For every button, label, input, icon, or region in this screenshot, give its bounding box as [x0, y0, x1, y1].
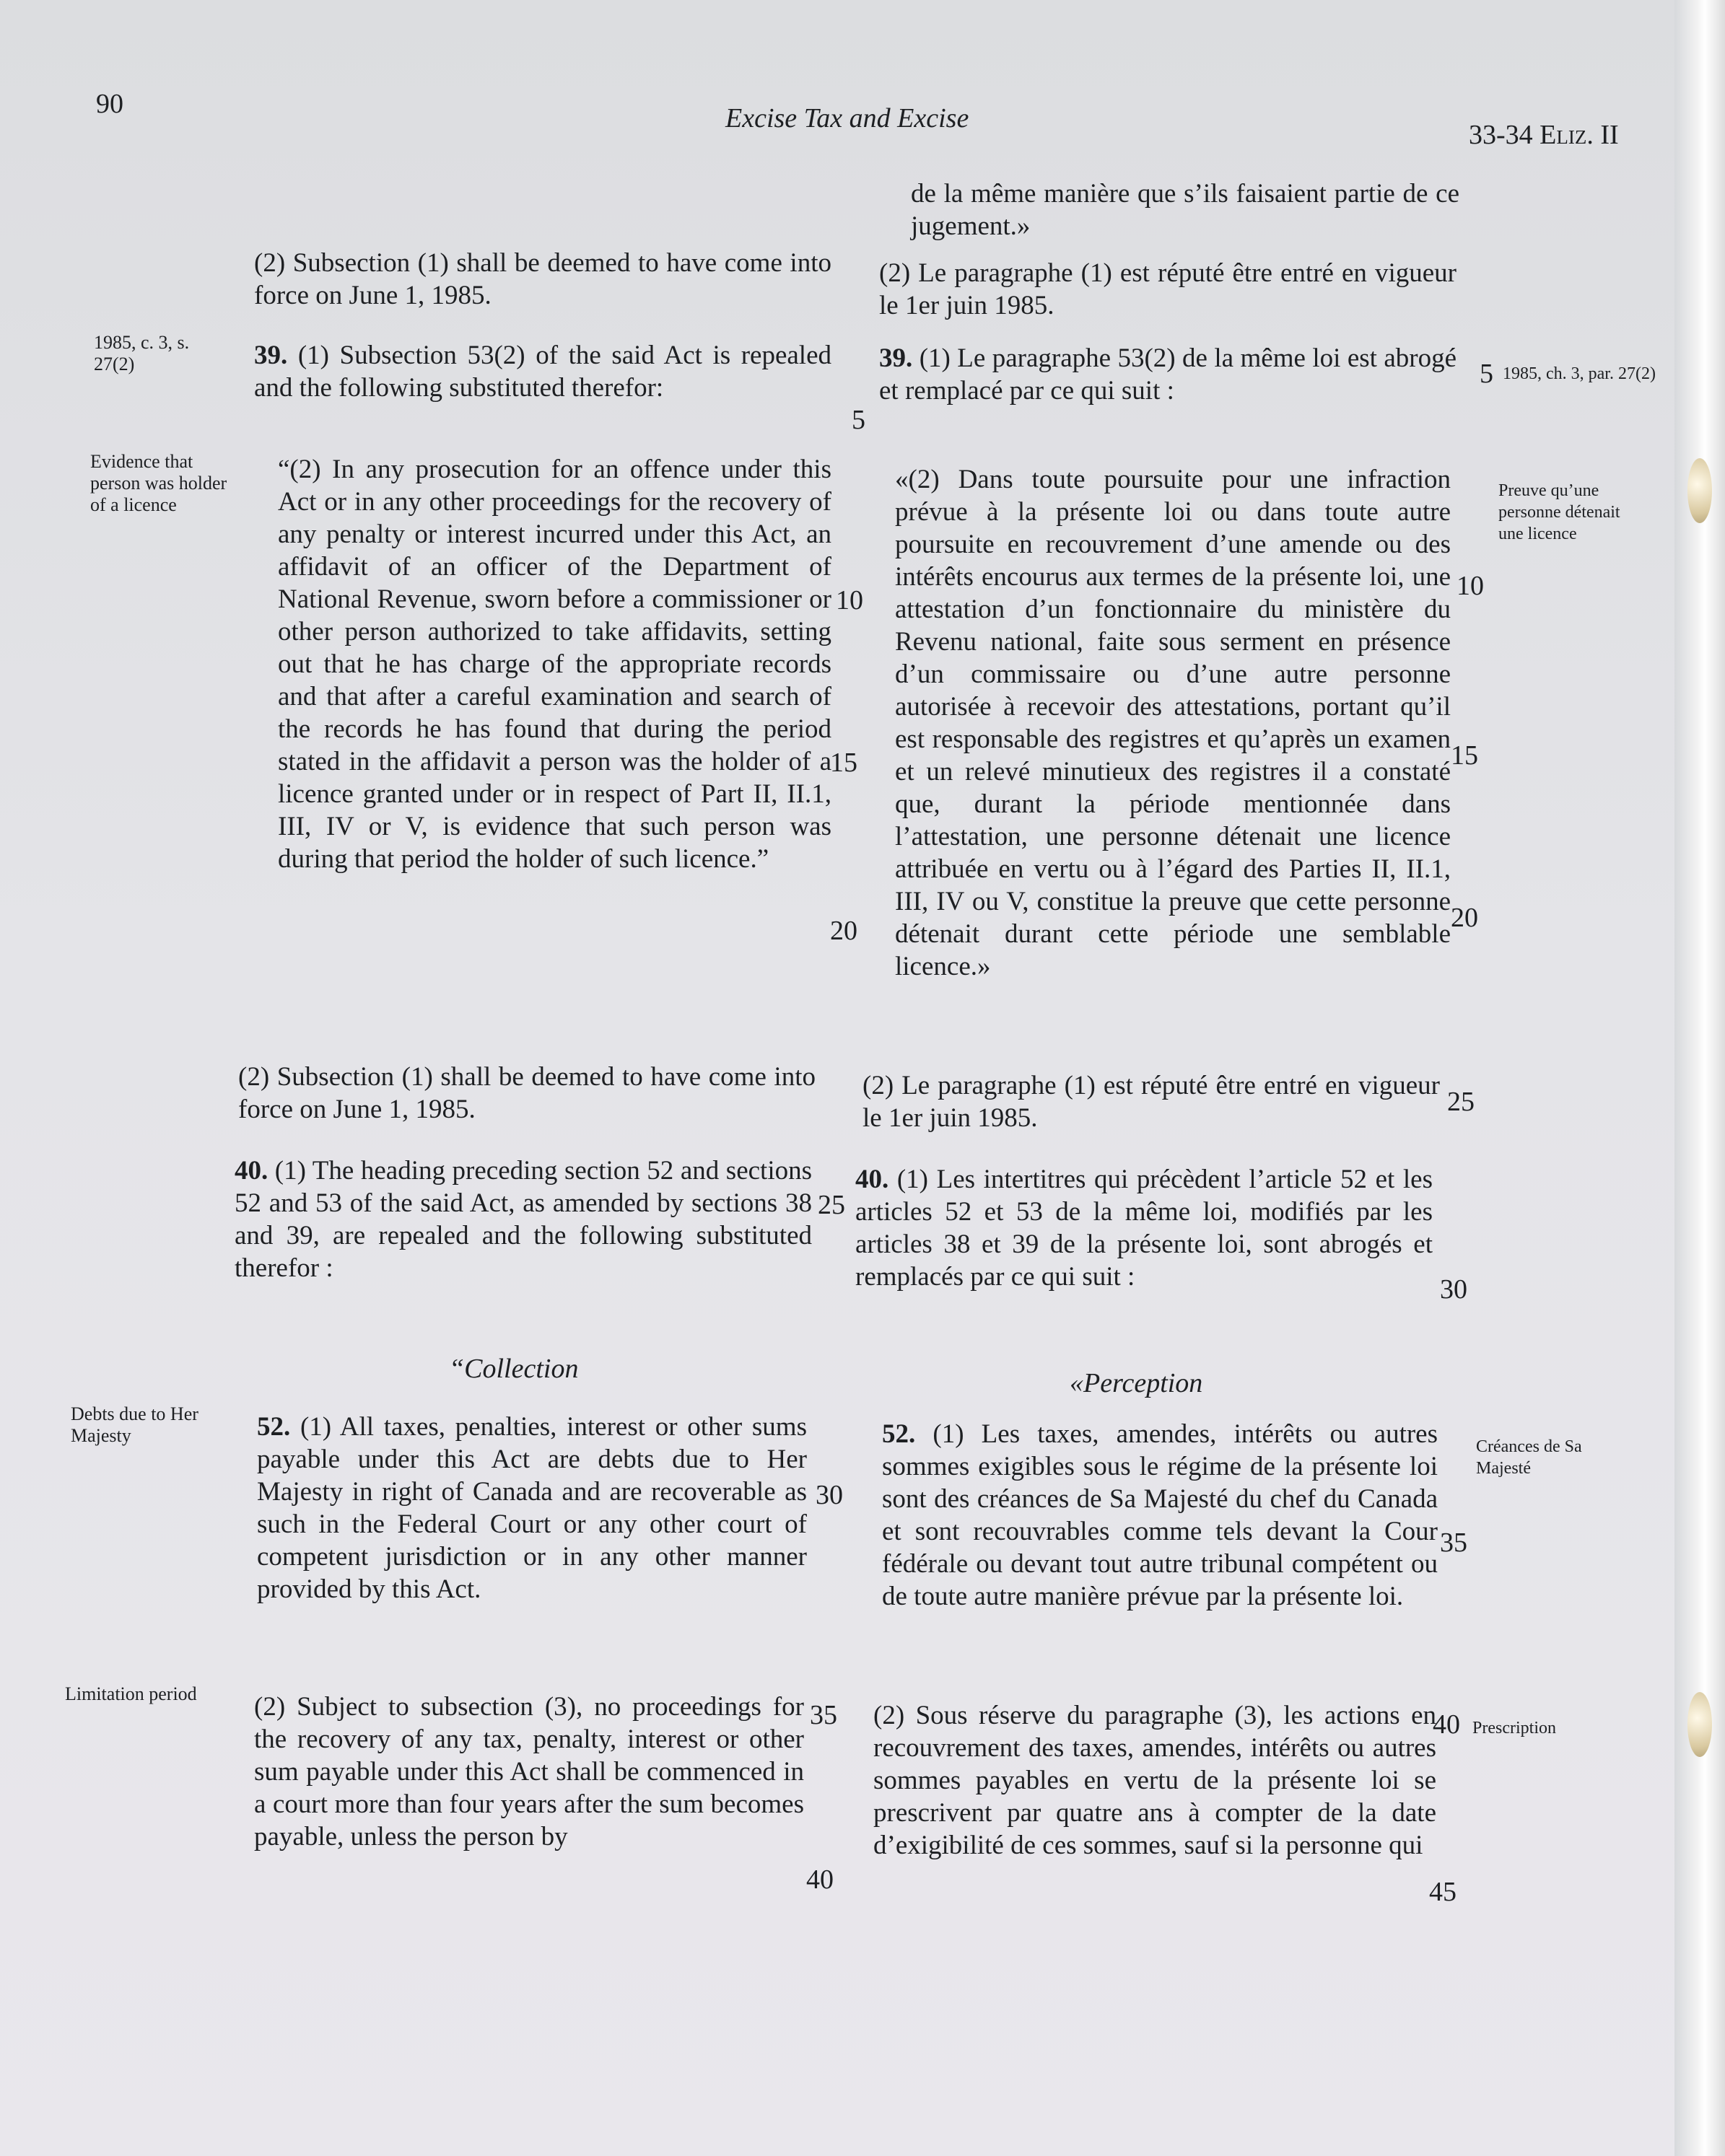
line-number: 10 [1457, 571, 1484, 601]
line-number: 30 [816, 1480, 843, 1510]
line-number: 5 [852, 405, 865, 435]
en-section-39 [254, 339, 831, 404]
fr-quoted-subsection: «(2) Dans toute poursuite pour une infraction prévue à la présente loi ou dans toute autre poursuite en recouvrement d’une amende ou des intérêts encourus aux termes de la présente loi, une attestation d’un fonctionnaire du ministère du Revenu national, faite sous serment en présence d’un commissaire ou d’une autre personne autorisée à recevoir des attestations, portant qu’il est responsable des registres et qu’après un examen et un relevé minutieux des registres il a constaté que, durant la période mentionnée dans l’attestation, une personne détenait une licence attribuée en vertu ou à l’égard des Parties II, II.1, III, IV ou V, constitue la preuve que cette personne détenait durant cette période une semblable licence.» [895, 465, 1451, 981]
line-number: 15 [830, 748, 857, 778]
line-number: 15 [1451, 740, 1478, 771]
en-subsection-2-1985: (2) Subsection (1) shall be deemed to have come into force on June 1, 1985. [254, 248, 831, 310]
line-number: 35 [810, 1700, 837, 1730]
fr-section-52-number: 52. [882, 1419, 916, 1449]
margin-note-limitation: Limitation period [65, 1683, 197, 1704]
regnal-year: 33-34 Eliz. II [1469, 120, 1619, 150]
fr-section-39 [879, 342, 1457, 407]
en-heading-collection: “Collection [449, 1354, 579, 1384]
line-number: 25 [1447, 1087, 1475, 1117]
page-number: 90 [96, 89, 123, 119]
margin-note-citation: 1985, c. 3, s. 27(2) [94, 332, 190, 374]
line-number: 45 [1429, 1877, 1457, 1907]
running-title: Excise Tax and Excise [725, 103, 969, 133]
binding-ring [1687, 1692, 1712, 1757]
en-section-39-number: 39. [254, 341, 288, 370]
fr-subsection-2-second: (2) Le paragraphe (1) est réputé être entré en vigueur le 1er juin 1985. [862, 1071, 1440, 1133]
fr-continuation: de la même manière que s’ils faisaient partie de ce jugement.» [911, 179, 1459, 241]
line-number: 40 [806, 1864, 834, 1895]
line-number: 5 [1480, 359, 1493, 389]
fr-subsection-2-1985: (2) Le paragraphe (1) est réputé être entré en vigueur le 1er juin 1985. [879, 258, 1457, 320]
line-number: 20 [830, 916, 857, 946]
en-section-40-number: 40. [235, 1156, 268, 1186]
fr-section-52-1 [882, 1418, 1438, 1613]
margin-note-debts: Debts due to Her Majesty [71, 1403, 198, 1446]
line-number: 20 [1451, 903, 1478, 933]
fr-section-40 [855, 1163, 1433, 1293]
margin-note-creances: Créances de Sa Majesté [1476, 1437, 1582, 1478]
en-section-52-1 [257, 1411, 807, 1605]
margin-note-prescription: Prescription [1472, 1719, 1556, 1737]
fr-section-40-number: 40. [855, 1165, 889, 1194]
binding-ring [1687, 458, 1712, 523]
fr-section-52-text: (1) Les taxes, amendes, intérêts ou autres sommes exigibles sous le régime de la présente loi sont des créances de Sa Majesté du chef du Canada et sont recouvrables comme tels devant la Cour fédérale ou devant tout autre tribunal compétent ou de toute autre manière prévue par la présente loi. [882, 1419, 1438, 1611]
line-number: 40 [1433, 1709, 1460, 1740]
en-section-40 [235, 1154, 812, 1284]
en-quoted-subsection: “(2) In any prosecution for an offence under this Act or in any other proceedings for the recovery of any penalty or interest incurred under this Act, an affidavit of an officer of the Department of National Revenue, sworn before a commissioner or other person authorized to take affidavits, setting out that he has charge of the appropriate records and that after a careful examination and search of the records he has found that during the period stated in the affidavit a person was the holder of a licence granted under or in respect of Part II, II.1, III, IV or V, is evidence that such person was during that period the holder of such licence.” [278, 455, 831, 874]
fr-section-39-text: (1) Le paragraphe 53(2) de la même loi est abrogé et remplacé par ce qui suit : [879, 343, 1457, 406]
line-number: 30 [1440, 1274, 1467, 1305]
en-section-40-text: (1) The heading preceding section 52 and sections 52 and 53 of the said Act, as amended by sections 38 and 39, are repealed and the following substituted therefor : [235, 1156, 813, 1283]
margin-note-preuve: Preuve qu’une personne détenait une licence [1498, 481, 1620, 543]
fr-section-40-text: (1) Les intertitres qui précèdent l’article 52 et les articles 52 et 53 de la même loi, modifiés par les articles 38 et 39 de la présente loi, sont abrogés et remplacés par ce qui suit : [855, 1165, 1433, 1292]
en-subsection-2-second: (2) Subsection (1) shall be deemed to have come into force on June 1, 1985. [238, 1062, 816, 1124]
fr-section-52-2: (2) Sous réserve du paragraphe (3), les actions en recouvrement des taxes, amendes, intérêts ou autres sommes payables en vertu de la présente loi se prescrivent par quatre ans à compter de la date d’exigibilité de ces sommes, sauf si la personne qui [873, 1701, 1436, 1860]
line-number: 10 [836, 585, 863, 615]
margin-note-evidence: Evidence that person was holder of a licence [90, 451, 227, 515]
margin-note-citation-fr: 1985, ch. 3, par. 27(2) [1503, 364, 1656, 383]
en-section-39-text: (1) Subsection 53(2) of the said Act is repealed and the following substituted therefor: [254, 341, 832, 403]
binding-edge [1674, 0, 1725, 2156]
en-section-52-2: (2) Subject to subsection (3), no proceedings for the recovery of any tax, penalty, interest or other sum payable under this Act shall be commenced in a court more than four years after the sum becomes payable, unless the person by [254, 1692, 804, 1852]
fr-section-39-number: 39. [879, 343, 913, 373]
en-section-52-text: (1) All taxes, penalties, interest or other sums payable under this Act are debts due to Her Majesty in right of Canada and are recoverable as such in the Federal Court or any other court of competent jurisdiction or in any other manner provided by this Act. [257, 1412, 807, 1604]
en-section-52-number: 52. [257, 1412, 291, 1442]
line-number: 25 [818, 1190, 845, 1220]
fr-heading-perception: «Perception [1070, 1368, 1203, 1398]
line-number: 35 [1440, 1528, 1467, 1558]
